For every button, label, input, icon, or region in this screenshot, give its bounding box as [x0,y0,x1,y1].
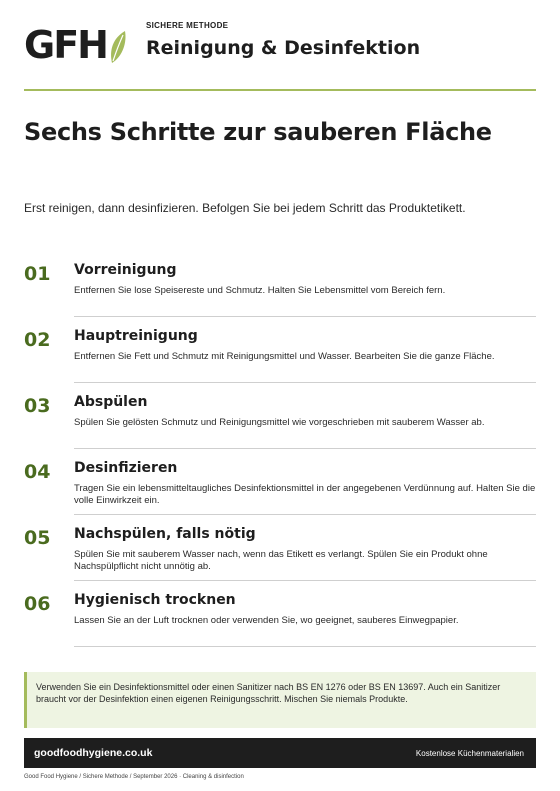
step-text: Spülen Sie mit sauberem Wasser nach, wenn das Etikett es verlangt. Spülen Sie ein Produkt ohne Nachspülpflicht nicht unnötig ab. [74,549,488,572]
step-divider [74,382,536,383]
step-number: 01 [24,263,51,285]
step-text: Tragen Sie ein lebensmitteltaugliches Desinfektionsmittel in der angegebenen Verdünnung auf. Halten Sie die volle Einwirkzeit ein. [74,483,536,506]
step-title: Hygienisch trocknen [74,592,236,608]
note-text: Verwenden Sie ein Desinfektionsmittel oder einen Sanitizer nach BS EN 1276 oder BS EN 13697. Auch ein Sanitizer braucht vor der Desinfektion einen eigenen Reinigungsschritt. Mischen Sie niemals Produkte. [36,682,501,704]
logo [24,23,127,67]
step-title: Nachspülen, falls nötig [74,526,256,542]
step-title: Desinfizieren [74,460,178,476]
header-text [146,20,420,61]
colophon: Good Food Hygiene / Sichere Methode / September 2026 · Cleaning & disinfection [24,774,244,780]
intro-text: Erst reinigen, dann desinfizieren. Befolgen Sie bei jedem Schritt das Produktetikett. [24,201,466,215]
step-title: Abspülen [74,394,148,410]
step-divider [74,316,536,317]
standards-note [24,672,536,728]
step-text: Entfernen Sie Fett und Schmutz mit Reinigungsmittel und Wasser. Bearbeiten Sie die ganze Fläche. [74,351,495,362]
step-number: 06 [24,593,51,615]
logo-text: GFH [24,23,107,67]
step-title: Vorreinigung [74,262,177,278]
footer-bar [24,738,536,768]
step-divider [74,448,536,449]
footer-website-link[interactable]: goodfoodhygiene.co.uk [34,747,153,759]
step-divider [74,646,536,647]
page-title: Sechs Schritte zur sauberen Fläche [24,118,492,146]
step-number: 04 [24,461,51,483]
header-kicker: SICHERE METHODE [146,21,229,30]
step-divider [74,580,536,581]
top-divider [24,89,536,91]
step-number: 05 [24,527,51,549]
header [24,20,536,68]
step-text: Lassen Sie an der Luft trocknen oder verwenden Sie, wo geeignet, sauberes Einwegpapier. [74,615,459,626]
footer-tagline: Kostenlose Küchenmaterialien [415,749,524,758]
step-divider [74,514,536,515]
step-text: Spülen Sie gelösten Schmutz und Reinigungsmittel wie vorgeschrieben mit sauberem Wasser ab. [74,417,485,428]
header-title: Reinigung & Desinfektion [146,37,421,59]
step-number: 02 [24,329,51,351]
step-title: Hauptreinigung [74,328,198,344]
leaf-icon [109,30,127,64]
step-number: 03 [24,395,51,417]
step-text: Entfernen Sie lose Speisereste und Schmutz. Halten Sie Lebensmittel vom Bereich fern. [74,285,446,296]
